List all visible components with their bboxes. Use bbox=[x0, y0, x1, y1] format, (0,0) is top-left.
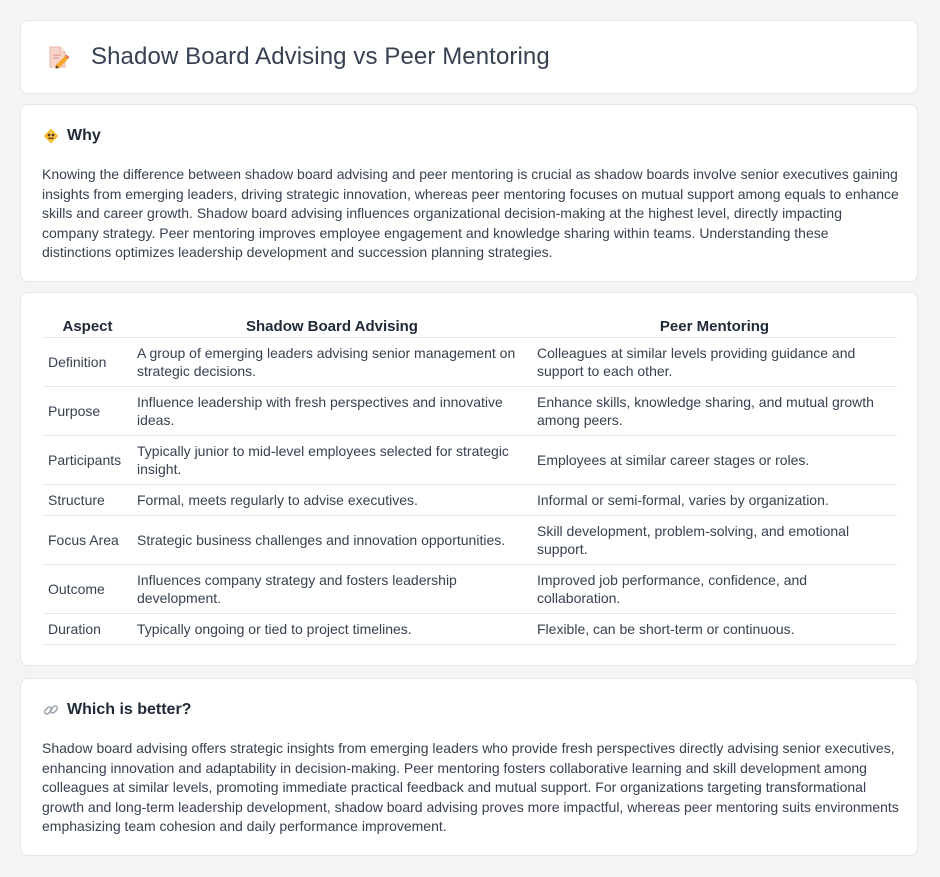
peer-cell: Skill development, problem-solving, and emotional support. bbox=[532, 516, 897, 565]
aspect-cell: Duration bbox=[43, 614, 132, 645]
header-peer-mentoring: Peer Mentoring bbox=[532, 315, 897, 338]
peer-cell: Colleagues at similar levels providing guidance and support to each other. bbox=[532, 338, 897, 387]
title-card bbox=[20, 20, 918, 94]
diamond-warning-icon bbox=[43, 128, 59, 144]
aspect-cell: Focus Area bbox=[43, 516, 132, 565]
document-pencil-icon bbox=[45, 44, 71, 70]
table-row bbox=[43, 516, 897, 565]
table-row bbox=[43, 614, 897, 645]
shadow-cell: Strategic business challenges and innovation opportunities. bbox=[132, 516, 532, 565]
table-row bbox=[43, 565, 897, 614]
shadow-cell: Influences company strategy and fosters leadership development. bbox=[132, 565, 532, 614]
better-heading: Which is better? bbox=[67, 701, 192, 718]
header-aspect: Aspect bbox=[43, 315, 132, 338]
better-text: Shadow board advising offers strategic insights from emerging leaders who provide fresh perspectives directly advising senior executives, enhancing innovation and adaptability in decision-making. Peer mentoring fosters collaborative learning and skill development among colleagues at similar levels, promoting immediate practical feedback and mutual support. For organizations targeting transformational growth and long-term leadership development, shadow board advising proves more impactful, whereas peer mentoring suits environments emphasizing team cohesion and daily performance improvement. bbox=[42, 740, 899, 835]
table-header-row bbox=[43, 315, 897, 338]
header-shadow-board: Shadow Board Advising bbox=[132, 315, 532, 338]
shadow-cell: Formal, meets regularly to advise executives. bbox=[132, 485, 532, 516]
peer-cell: Improved job performance, confidence, and collaboration. bbox=[532, 565, 897, 614]
table-row bbox=[43, 436, 897, 485]
table-row bbox=[43, 387, 897, 436]
peer-cell: Flexible, can be short-term or continuous. bbox=[532, 614, 897, 645]
title-row bbox=[45, 43, 550, 71]
page-title: Shadow Board Advising vs Peer Mentoring bbox=[91, 43, 550, 70]
peer-cell: Informal or semi-formal, varies by organization. bbox=[532, 485, 897, 516]
peer-cell: Employees at similar career stages or roles. bbox=[532, 436, 897, 485]
comparison-table bbox=[43, 315, 897, 645]
why-text: Knowing the difference between shadow board advising and peer mentoring is crucial as shadow boards involve senior executives gaining insights from emerging leaders, driving strategic innovation, whereas peer mentoring focuses on mutual support among equals to enhance skills and career growth. Shadow board advising influences organizational decision-making at the highest level, directly impacting company strategy. Peer mentoring improves employee engagement and knowledge sharing within teams. Understanding these distinctions optimizes leadership development and succession planning strategies. bbox=[42, 166, 899, 261]
peer-cell: Enhance skills, knowledge sharing, and mutual growth among peers. bbox=[532, 387, 897, 436]
which-is-better-card bbox=[20, 678, 918, 856]
aspect-cell: Purpose bbox=[43, 387, 132, 436]
shadow-cell: Typically ongoing or tied to project timelines. bbox=[132, 614, 532, 645]
comparison-card bbox=[20, 292, 918, 666]
shadow-cell: Typically junior to mid-level employees selected for strategic insight. bbox=[132, 436, 532, 485]
why-heading-row bbox=[43, 127, 101, 145]
better-heading-row bbox=[43, 701, 191, 719]
shadow-cell: A group of emerging leaders advising senior management on strategic decisions. bbox=[132, 338, 532, 387]
why-card bbox=[20, 104, 918, 282]
table-row bbox=[43, 485, 897, 516]
shadow-cell: Influence leadership with fresh perspectives and innovative ideas. bbox=[132, 387, 532, 436]
link-icon bbox=[43, 702, 59, 718]
aspect-cell: Structure bbox=[43, 485, 132, 516]
aspect-cell: Definition bbox=[43, 338, 132, 387]
why-heading: Why bbox=[67, 127, 101, 144]
table-row bbox=[43, 338, 897, 387]
aspect-cell: Outcome bbox=[43, 565, 132, 614]
aspect-cell: Participants bbox=[43, 436, 132, 485]
